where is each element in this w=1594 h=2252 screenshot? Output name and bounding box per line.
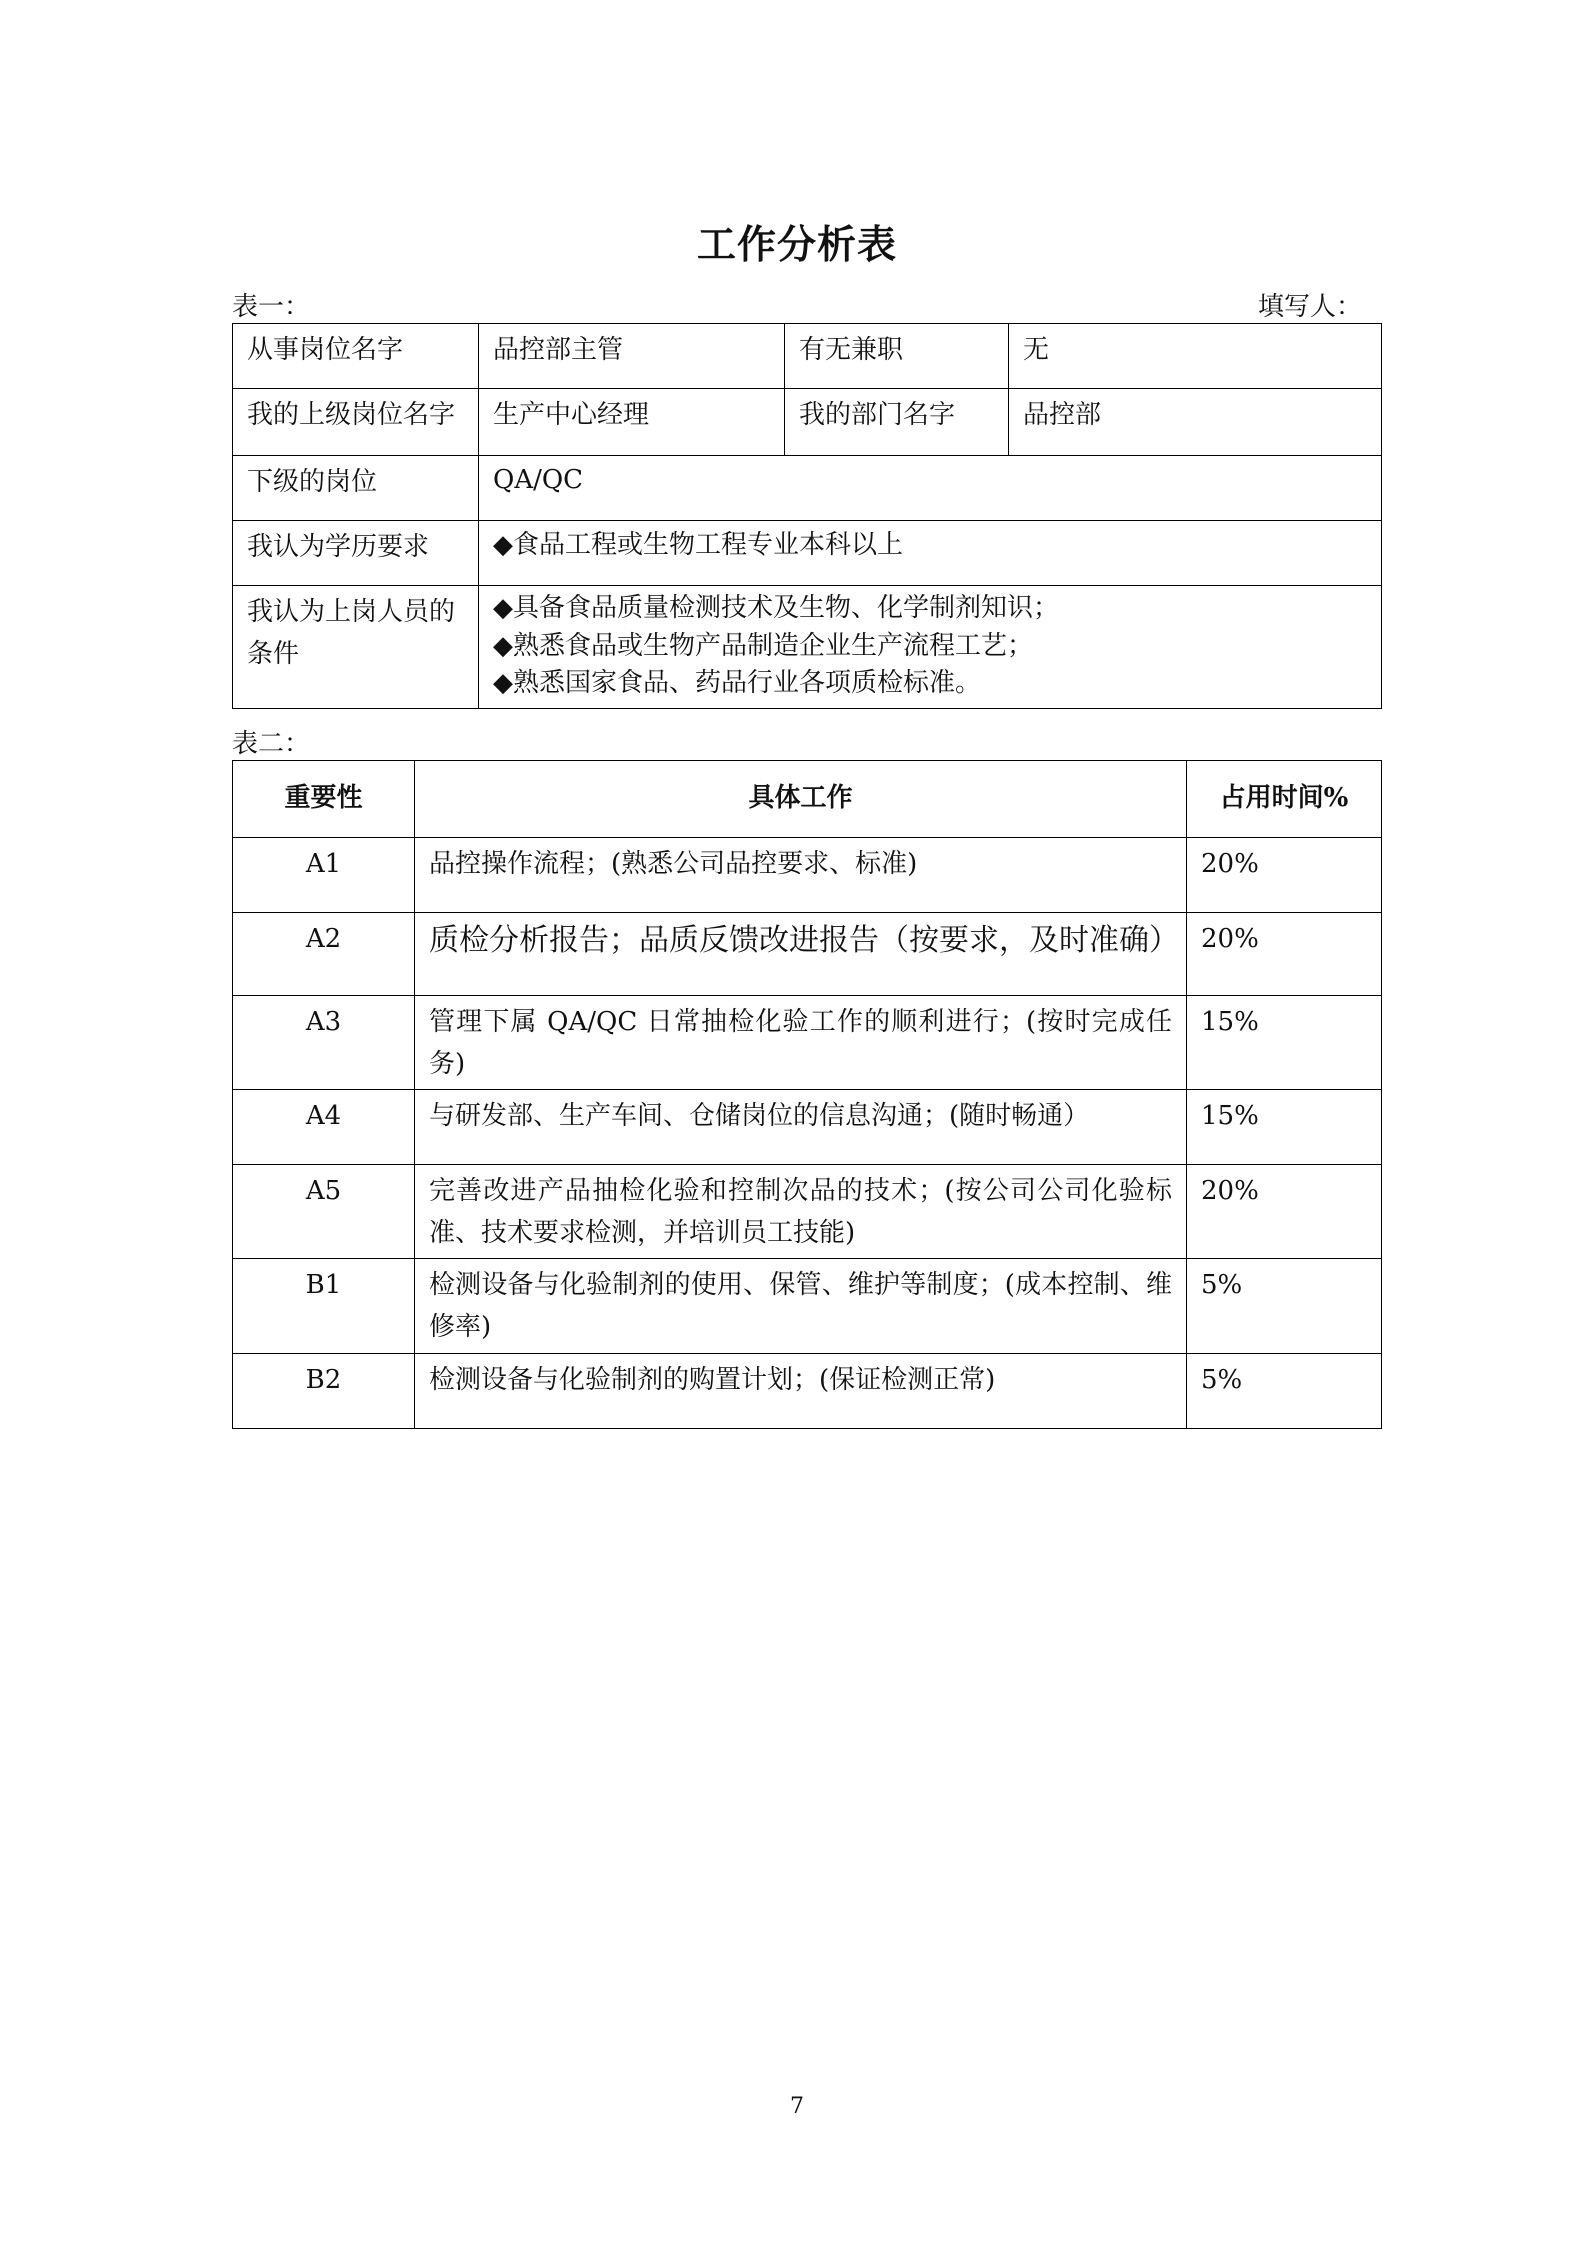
field-label: 从事岗位名字 — [233, 324, 479, 389]
work-cell: 与研发部、生产车间、仓储岗位的信息沟通；(随时畅通） — [415, 1090, 1187, 1165]
table-row — [233, 1259, 1382, 1353]
table-row — [233, 838, 1382, 913]
column-header-time: 占用时间% — [1187, 761, 1382, 838]
work-cell: 完善改进产品抽检化验和控制次品的技术；(按公司公司化验标准、技术要求检测，并培训员工技能) — [415, 1165, 1187, 1259]
field-label: 我认为上岗人员的条件 — [233, 586, 479, 709]
column-header-work: 具体工作 — [415, 761, 1187, 838]
page-title: 工作分析表 — [696, 222, 897, 268]
table1-label: 表一： — [232, 292, 311, 322]
field-value: 品控部 — [1009, 389, 1382, 456]
time-cell: 20% — [1187, 1165, 1382, 1259]
table-row — [233, 1090, 1382, 1165]
table-row — [233, 913, 1382, 996]
column-header-importance: 重要性 — [233, 761, 415, 838]
importance-cell: A1 — [233, 838, 415, 913]
importance-cell: B2 — [233, 1353, 415, 1428]
job-info-table — [232, 323, 1382, 709]
table2-header-row — [233, 761, 1382, 838]
field-value: 无 — [1009, 324, 1382, 389]
field-value: QA/QC — [479, 456, 1382, 521]
time-cell: 5% — [1187, 1353, 1382, 1428]
requirement-item: ◆熟悉食品或生物产品制造企业生产流程工艺； — [493, 630, 1033, 661]
time-cell: 5% — [1187, 1259, 1382, 1353]
job-duties-table — [232, 760, 1382, 1429]
field-label: 我认为学历要求 — [233, 521, 479, 586]
work-cell: 管理下属 QA/QC 日常抽检化验工作的顺利进行；(按时完成任务) — [415, 996, 1187, 1090]
field-label: 我的上级岗位名字 — [233, 389, 479, 456]
time-cell: 20% — [1187, 838, 1382, 913]
time-cell: 15% — [1187, 1090, 1382, 1165]
table1-row — [233, 521, 1382, 586]
table1-row — [233, 389, 1382, 456]
field-label: 下级的岗位 — [233, 456, 479, 521]
table1-header-line — [232, 286, 1382, 323]
importance-cell: A3 — [233, 996, 415, 1090]
time-cell: 15% — [1187, 996, 1382, 1090]
table1-row — [233, 586, 1382, 709]
table1-row — [233, 456, 1382, 521]
table2-label: 表二： — [232, 729, 311, 759]
work-cell: 检测设备与化验制剂的使用、保管、维护等制度；(成本控制、维修率) — [415, 1259, 1187, 1353]
time-cell: 20% — [1187, 913, 1382, 996]
work-cell: 品控操作流程；(熟悉公司品控要求、标准) — [415, 838, 1187, 913]
field-label: 我的部门名字 — [785, 389, 1009, 456]
requirements-list — [479, 586, 1382, 709]
table-row — [233, 996, 1382, 1090]
table-row — [233, 1165, 1382, 1259]
importance-cell: B1 — [233, 1259, 415, 1353]
requirement-item: ◆熟悉国家食品、药品行业各项质检标准。 — [493, 668, 981, 699]
importance-cell: A5 — [233, 1165, 415, 1259]
table1-row — [233, 324, 1382, 389]
requirement-item: ◆具备食品质量检测技术及生物、化学制剂知识； — [493, 593, 1059, 623]
field-value: 生产中心经理 — [479, 389, 785, 456]
importance-cell: A4 — [233, 1090, 415, 1165]
field-label: 有无兼职 — [785, 324, 1009, 389]
field-value: ◆食品工程或生物工程专业本科以上 — [479, 521, 1382, 586]
field-value: 品控部主管 — [479, 324, 785, 389]
filler-label: 填写人： — [1257, 292, 1362, 322]
table-row — [233, 1353, 1382, 1428]
importance-cell: A2 — [233, 913, 415, 996]
work-cell: 质检分析报告；品质反馈改进报告（按要求，及时准确） — [415, 913, 1187, 996]
page-number: 7 — [790, 2094, 804, 2119]
work-cell: 检测设备与化验制剂的购置计划；(保证检测正常) — [415, 1353, 1187, 1428]
